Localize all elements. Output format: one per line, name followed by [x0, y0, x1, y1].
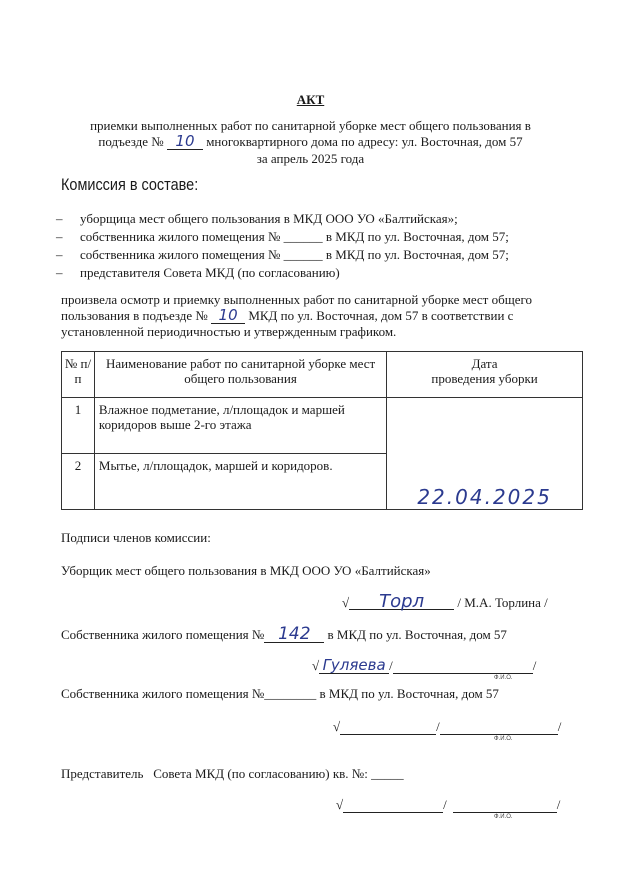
body-line-2 [61, 308, 581, 324]
works-table [61, 351, 583, 510]
body-line-1: произвела осмотр и приемку выполненных работ по санитарной уборке мест общего [61, 292, 533, 307]
body-line-3: установленной периодичностью и утвержденным графиком. [61, 324, 397, 339]
row-work-name: Влажное подметание, л/площадок и маршей коридоров выше 2-го этажа [94, 398, 386, 454]
owner1-line [61, 624, 507, 644]
owner1-signature: Гуляева [319, 658, 389, 674]
slash: / [436, 719, 440, 734]
commission-heading: Комиссия в составе: [61, 175, 199, 194]
subtitle-line-1: приемки выполненных работ по санитарной уборке мест общего пользования в [90, 118, 531, 133]
cleaner-signature-line [342, 591, 548, 612]
cleaner-signature: Торл [349, 594, 454, 610]
entrance-number-handwritten: 10 [167, 134, 203, 150]
owner1-label: Собственника жилого помещения № [61, 627, 265, 642]
fio-caption: Ф.И.О. [494, 736, 513, 742]
commission-members-list [52, 211, 592, 283]
header-date-line-1: Дата [471, 356, 498, 371]
check-mark: √ [336, 797, 344, 812]
slash: / [443, 797, 447, 812]
check-mark: √ [333, 719, 341, 734]
cleaner-label: Уборщик мест общего пользования в МКД ООО УО «Балтийская» [61, 563, 431, 578]
member-item: – представителя Совета МКД (по согласованию) [52, 265, 592, 283]
row-num: 2 [62, 454, 95, 510]
body-address: МКД по ул. Восточная, дом 57 в соответствии с [248, 308, 514, 323]
signatures-heading: Подписи членов комиссии: [61, 530, 211, 545]
header-date [387, 352, 583, 398]
table-header-row [62, 352, 583, 398]
slash: / [389, 658, 393, 673]
owner2-line [61, 686, 499, 701]
row-work-name: Мытье, л/площадок, маршей и коридоров. [94, 454, 386, 510]
header-date-line-2: проведения уборки [431, 371, 538, 386]
slash: / [556, 797, 561, 812]
document-title: АКТ [296, 92, 325, 107]
owner2-signature-line [333, 719, 561, 735]
council-rep-label: Представитель Совета МКД (по согласованию) кв. №: _____ [61, 766, 404, 781]
date-cell [387, 398, 583, 510]
check-mark: √ [312, 658, 320, 673]
member-item: – собственника жилого помещения № ______ в МКД по ул. Восточная, дом 57; [52, 247, 592, 265]
owner2-label: Собственника жилого помещения №________ [61, 686, 317, 701]
fio-caption: Ф.И.О. [494, 675, 513, 681]
council-rep-signature-line [336, 797, 560, 813]
body-entrance-label: пользования в подъезде № [61, 308, 208, 323]
cleaning-date-handwritten: 22.04.2025 [417, 485, 552, 509]
member-item: – собственника жилого помещения № ______ в МКД по ул. Восточная, дом 57; [52, 229, 592, 247]
check-mark: √ [342, 595, 350, 610]
subtitle-entrance-label: подъезде № [98, 134, 164, 149]
body-entrance-number-handwritten: 10 [211, 308, 245, 324]
header-num: № п/п [62, 352, 95, 398]
table-row [62, 398, 583, 454]
slash: / [532, 658, 537, 673]
cleaner-name: / М.А. Торлина / [457, 595, 548, 610]
row-num: 1 [62, 398, 95, 454]
header-work-name: Наименование работ по санитарной уборке мест общего пользования [94, 352, 386, 398]
owner1-address: в МКД по ул. Восточная, дом 57 [327, 627, 507, 642]
owner1-signature-line [312, 658, 536, 674]
owner2-address: в МКД по ул. Восточная, дом 57 [319, 686, 499, 701]
member-item: – уборщица мест общего пользования в МКД ООО УО «Балтийская»; [52, 211, 592, 229]
fio-caption: Ф.И.О. [494, 814, 513, 820]
subtitle-period: за апрель 2025 года [256, 151, 365, 166]
subtitle-line-2 [0, 134, 621, 150]
subtitle-address: многоквартирного дома по адресу: ул. Восточная, дом 57 [206, 134, 523, 149]
slash: / [557, 719, 562, 734]
owner1-apartment-handwritten: 142 [264, 627, 324, 643]
